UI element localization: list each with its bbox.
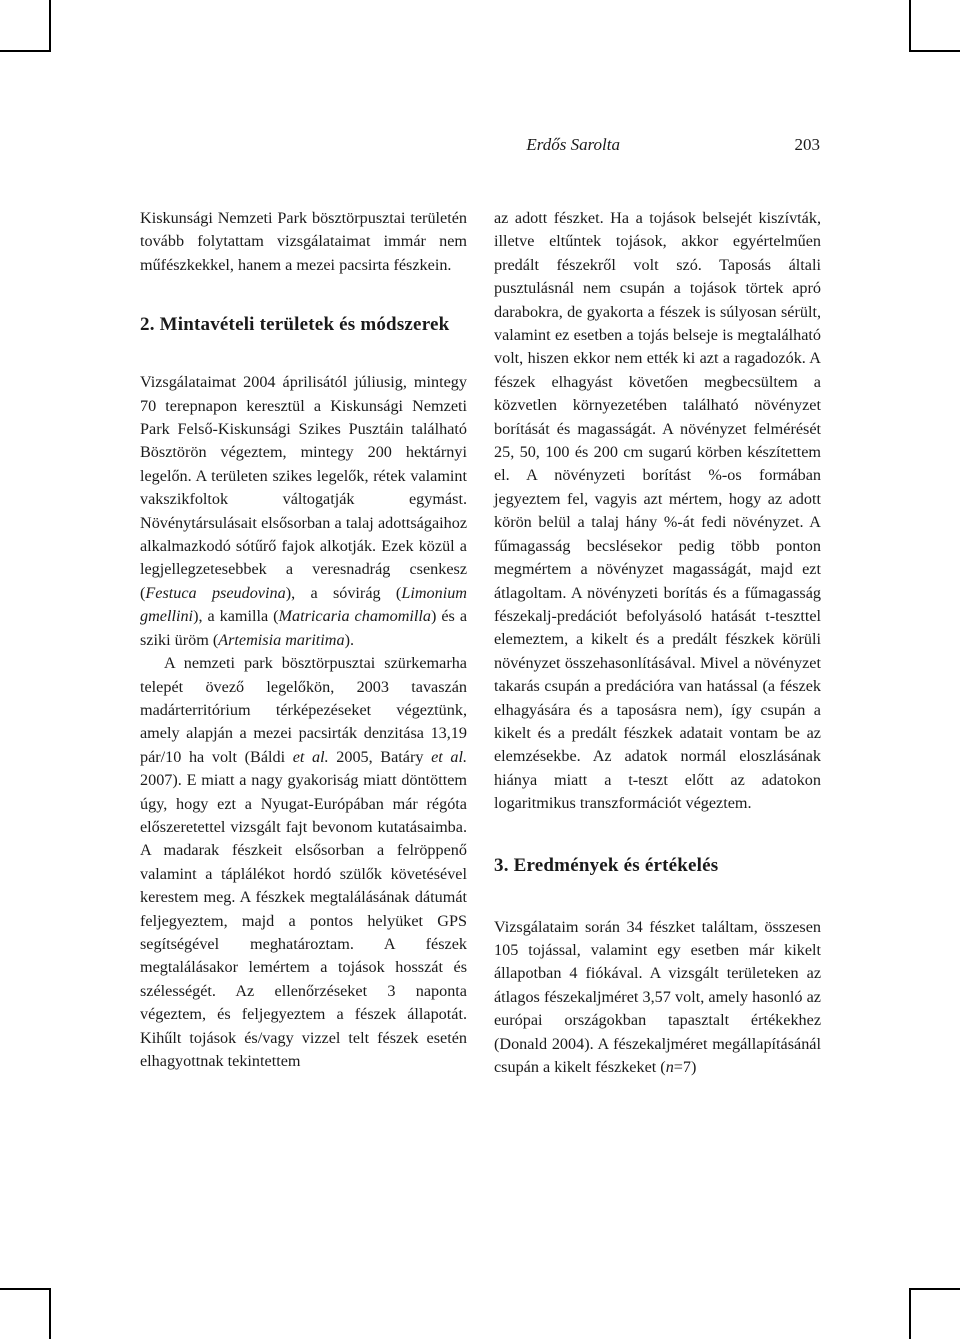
crop-mark-bottom-left-vertical xyxy=(49,1288,51,1339)
species-name: Artemisia maritima xyxy=(218,630,345,649)
methods-paragraph-1: Vizsgálataimat 2004 áprilisától júliusig, mintegy 70 terepnapon keresztül a Kiskunsági Nemzeti Park Felső-Kiskunsági Szikes Pusztáin található Bösztörön végeztem, mintegy 200 hektárnyi legelőn. A területen szikes legelők, rétek valamint vakszikfoltok váltogatják egymást. Növénytársulásait elsősorban a talaj adottságaihoz alkalmazkodó sótűrő fajok alkotják. Ezek közül a legjellegzetesebbek a veresnadrág csenkesz (Festuca pseudovina), a sóvirág (Limonium gmellini), a kamilla (Matricaria chamomilla) és a sziki üröm (Artemisia maritima). xyxy=(140,373,468,649)
intro-paragraph: Kiskunsági Nemzeti Park bösztörpusztai területén tovább folytattam vizsgálataimat immár nem műfészkekkel, hanem a mezei pacsirta fészkein. xyxy=(140,209,467,274)
section-2-heading: 2. Mintavételi területek és módszerek xyxy=(140,314,450,336)
left-column xyxy=(140,207,467,1073)
species-name: Matricaria chamomilla xyxy=(278,607,431,626)
crop-mark-top-right-horizontal xyxy=(909,50,960,52)
section-3-heading: 3. Eredmények és értékelés xyxy=(494,854,719,876)
crop-mark-bottom-left-horizontal xyxy=(0,1288,51,1290)
crop-mark-bottom-right-horizontal xyxy=(909,1288,960,1290)
species-name: Limonium gmellini xyxy=(140,583,467,626)
page-number: 203 xyxy=(794,135,820,154)
crop-mark-top-left-horizontal xyxy=(0,50,51,52)
crop-mark-top-left-vertical xyxy=(49,0,51,52)
crop-mark-top-right-vertical xyxy=(909,0,911,52)
right-column xyxy=(494,207,821,1079)
running-header xyxy=(140,135,820,161)
crop-mark-bottom-right-vertical xyxy=(909,1288,911,1339)
results-paragraph: Vizsgálataim során 34 fészket találtam, összesen 105 tojással, valamint egy esetben már kikelt állapotban 4 fiókával. A vizsgált területeken az átlagos fészekaljméret 3,57 volt, amely hasonló az európai országokban tapasztalt értékekhez (Donald 2004). A fészekaljméret megállapításánál csupán a kikelt fészkeket (n=7) xyxy=(494,917,821,1076)
species-name: Festuca pseudovina xyxy=(145,583,286,602)
header-author: Erdős Sarolta xyxy=(526,135,620,154)
methods-paragraph-continued: az adott fészket. Ha a tojások belsejét kiszívták, illetve eltűntek tojások, akkor egyértelműen predált fészekről volt szó. Taposás általi pusztulásnál nem csupán a tojások törtek apró darabokra, de gyakorta a fészek is súlyosan sérült, valamint ez esetben a tojás belseje is megtalálható volt, hiszen ekkor nem ették ki azt a ragadozók. A fészek elhagyást követően megbecsültem a közvetlen környezetében található növényzet borítását és magasságát. A növényzet felmérését 25, 50, 100 és 200 cm sugarú körben készítettem el. A növényzeti borítást %-os formában jegyeztem fel, vagyis azt mértem, hogy az adott körön belül a talaj hány %-át fedi növényzet. A fűmagasság becslésekor pedig több ponton megmértem a növényzet magasságát, majd ezt átlagoltam. A növényzeti borítás és a fűmagasság fészekalj-predációt befolyásoló hatását t-teszttel elemeztem, a kikelt és a predált fészkek körüli növényzet összehasonlításával. Mivel a növényzet takarás csupán a predációra van hatással (a fészek elhagyására és a taposásra nem), így csupán a kikelt és a predált fészkek adatait vontam be az elemzésekbe. Az adatok normál eloszlásának hiánya miatt a t-teszt előtt az adatokon logaritmikus transzformációt végeztem. xyxy=(494,209,821,813)
methods-paragraph-2: A nemzeti park bösztörpusztai szürkemarha telepét övező legelőkön, 2003 tavaszán madárterritórium térképezéseket végeztünk, amely alapján a mezei pacsirták denzitása 13,19 pár/10 ha volt (Báldi et al. 2005, Batáry et al. 2007). E miatt a nagy gyakoriság miatt döntöttem úgy, hogy ezt a Nyugat-Európában már régóta előszeretettel vizsgált fajt bevonom kutatásaimba. A madarak fészkeit elsősorban a felröppenő valamint a táplálékot hordó szülők követésével kerestem meg. A fészkek megtalálásának dátumát feljegyeztem, majd a pontos helyüket GPS segítségével meghatároztam. A fészek megtalálásakor lemértem a tojások hosszát és szélességét. Az ellenőrzéseket 3 naponta végeztem, és feljegyeztem a fészek állapotát. Kihűlt tojások és/vagy vizzel telt fészek esetén elhagyottnak tekintettem xyxy=(140,654,467,1070)
